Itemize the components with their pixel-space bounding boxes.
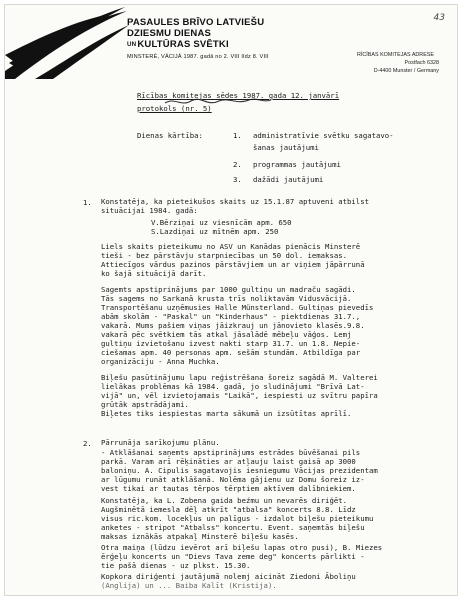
s2-line: visus ric.kom. locekļus un palīgus - izdalot biļešu pieteikumu: [101, 514, 374, 523]
document-page: [4, 4, 458, 596]
s1-line: vakarā pēc svētkiem tās atkal jāsalādē mēbeļu vāģos. Lemj: [101, 330, 352, 339]
s2-line: - Atklāšanai saņemts apstiprinājums estrādes būvēšanai pils: [101, 448, 361, 457]
s1-line: ciešamas apm. 40 personas apm. sešām stundām. Atbildīga par: [101, 348, 361, 357]
protocol-title-line2: protokols (nr. 5): [137, 104, 212, 113]
s2-line: Konstatēja, ka L. Zobena gaida beźmu un nevarēs diriģēt.: [101, 496, 348, 505]
s1-line: vijā" un, vēl izvietojamais "Laikā", iespiesti uz svītru papīra: [101, 391, 378, 400]
address-line-2: Postfach 6328: [404, 60, 439, 66]
s1-line: situācijai 1984. gadā:: [101, 206, 198, 215]
s1-line: Tās sagems no Sarkanā krusta trīs noliktavām Vidusvācijā.: [101, 294, 352, 303]
s2-line: Otra maiņa (lūdzu ievērot arī biļešu lapas otro pusi), B. Miezes: [101, 543, 383, 552]
agenda-item-3: dažādi jautājumi: [253, 175, 324, 184]
agenda-item-1: administratīvie svētku sagatavo-: [253, 131, 394, 140]
address-line-3: D-4400 Munster / Germany: [373, 68, 439, 74]
organization-header: [127, 17, 269, 60]
s1-line: Biļešu pasūtinājumu lapu reģistrēšana šoreiz sagādā M. Valterei: [101, 373, 378, 382]
s2-line: ar lūgumu runāt atklāšanā. Nolēma gājienu uz Domu šoreiz iz-: [101, 475, 365, 484]
committee-address: [357, 51, 439, 75]
s1-line: Biļetes tiks iespiestas marta sākumā un izsūtītas aprīlī.: [101, 409, 352, 418]
org-name-line3: KULTŪRAS SVĒTKI: [137, 39, 229, 50]
s2-line: Pārrunāja sarīkojumu plānu.: [101, 438, 220, 447]
protocol-title-line1: Rīcības komitejas sēdes 1987. gada 12. janvārī: [137, 91, 340, 100]
s1-line: tieši - bez pārstāvju starpniecības un 50 dol. iemaksas.: [101, 251, 348, 260]
agenda-item-1-cont: šanas jautājumi: [253, 143, 319, 152]
s1-line: S.Lazdiņai uz mītnēm apm. 250: [151, 227, 279, 236]
section-1-number: 1.: [83, 198, 92, 207]
section-2-number: 2.: [83, 439, 92, 448]
s2-line: vest tikai ar tautas tērpos tērptiem aktīvem dalībniekiem.: [101, 484, 356, 493]
s2-line: ērģeļu koncerts un "Dievs Tava zeme deg" koncerts pārlikti -: [101, 552, 365, 561]
s1-line: grūtāk apstrādājami.: [101, 400, 189, 409]
s1-line: vakarā. Mums pašiem viņas jāizkrauj un jānovieto klasēs.9.8.: [101, 321, 365, 330]
org-dates-line: MINSTERĒ, VĀCIJĀ 1987. gadā no 2. VIII līdz 8. VIII: [127, 54, 269, 60]
agenda-label: Dienas kārtība:: [137, 131, 203, 140]
page-number: 43: [433, 13, 445, 23]
org-name-un: UN: [127, 41, 137, 48]
s1-line: Attiecīgos vārdus pazinos pārstāvjiem un ar viņiem jāpārrunā: [101, 260, 365, 269]
org-name-line2: DZIESMU DIENAS: [127, 28, 212, 39]
s1-line: Konstatēja, ka pieteikušos skaits uz 15.1.87 aptuveni atbilst: [101, 197, 369, 206]
s1-line: gultiņu izvietošanu izvest nakti starp 31.7. un 1.8. Nepie-: [101, 339, 361, 348]
s2-line: maksas iznākās atpakaļ Minsterē biļešu kasēs.: [101, 532, 299, 541]
s2-line: (Anglija) un ... Baiba Kalīt (Kristija).: [101, 581, 277, 590]
s1-line: Liels skaits pieteikumu no ASV un Kanādas pienācis Minsterē: [101, 242, 361, 251]
s1-line: Transportēšanu uzņēmusies Halle Münsterland. Gultiņas pievedīs: [101, 303, 374, 312]
s1-line: V.Bērziņai uz viesnīcām apm. 650: [151, 218, 292, 227]
s2-line: parkā. Varam arī rēķināties ar atļauju laist gaisā ap 3000: [101, 457, 356, 466]
s1-line: abām skolām - "Paskal" un "Kinderhaus" - piektdienas 31.7.,: [101, 312, 361, 321]
festival-logo-graphic: [5, 5, 133, 79]
s1-line: organizāciju - Anna Muchka.: [101, 357, 220, 366]
s2-line: baloniņu. A. Cipulis sagatavojis iesniegumu Vācijas prezidentam: [101, 466, 378, 475]
org-name-line1: PASAULES BRĪVO LATVIEŠU: [127, 17, 265, 28]
s2-line: Kopkora diriģenti jautājumā nolemj aicināt Ziedoni Āboliņu: [101, 572, 356, 581]
s1-line: Sagemts apstiprinājums par 1000 gultiņu un madraču sagādi.: [101, 285, 356, 294]
s1-line: lielākas problēmas kā 1984. gadā, jo sludinājumi "Brīvā Lat-: [101, 382, 365, 391]
agenda-item-2: programmas jautājumi: [253, 160, 341, 169]
s2-line: Augšminētā iemesla dēļ atkrīt "atbalsa" koncerts 8.8. Līdz: [101, 505, 356, 514]
s2-line: tie pašā dienas - uz plkst. 15.30.: [101, 561, 251, 570]
s1-line: ko šajā situācijā darīt.: [101, 269, 207, 278]
agenda-num-1: 1.: [233, 131, 242, 140]
address-line-1: RĪCĪBAS KOMITEJAS ADRESE: [357, 52, 434, 58]
agenda-num-2: 2.: [233, 160, 242, 169]
agenda-num-3: 3.: [233, 175, 242, 184]
s2-line: anketes - stripot "Atbalss" koncertu. Event. saņemtās biļešu: [101, 523, 365, 532]
